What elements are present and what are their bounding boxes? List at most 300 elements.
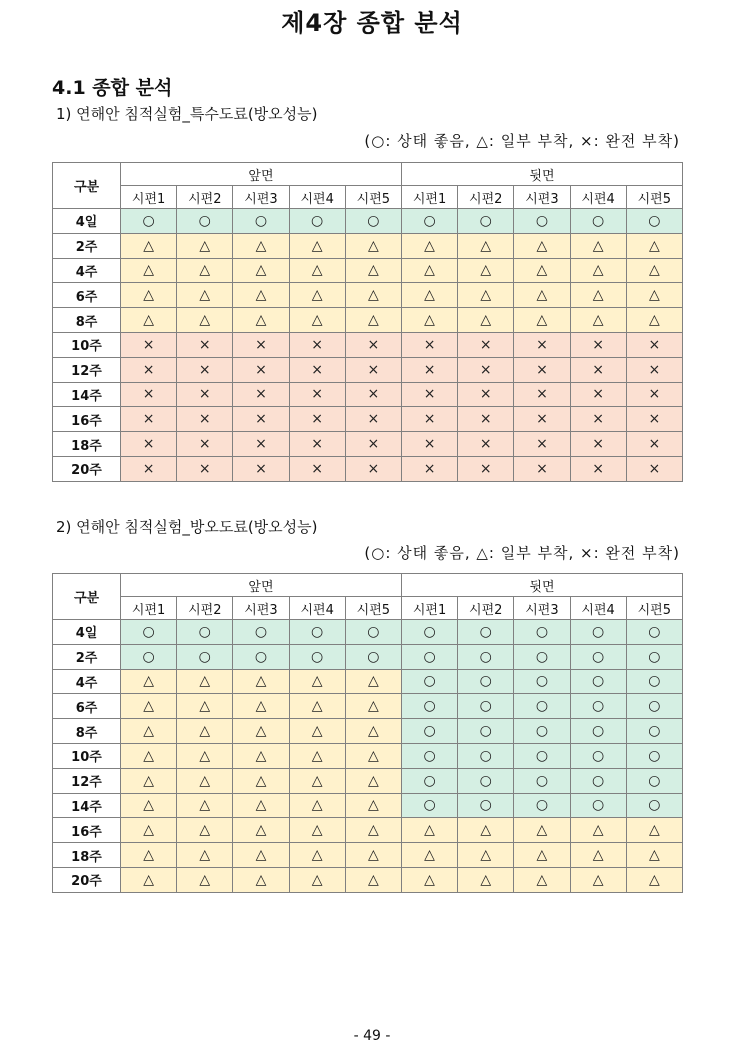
triangle-symbol: △ — [367, 262, 379, 279]
cross-symbol: × — [142, 361, 155, 378]
circle-symbol: ○ — [592, 797, 605, 814]
status-cell-partial — [458, 843, 514, 868]
cross-symbol: × — [479, 411, 492, 428]
status-cell-partial — [401, 818, 457, 843]
status-cell-partial — [177, 669, 233, 694]
status-cell-full — [570, 456, 626, 481]
status-cell-good — [345, 644, 401, 669]
cross-symbol: × — [255, 386, 267, 403]
status-cell-full — [458, 332, 514, 357]
circle-symbol: ○ — [423, 772, 436, 789]
status-cell-full — [121, 407, 177, 432]
cross-symbol: × — [479, 460, 492, 477]
circle-symbol: ○ — [535, 623, 549, 640]
circle-symbol: ○ — [142, 648, 155, 665]
status-cell-partial — [345, 719, 401, 744]
status-cell-partial — [401, 258, 457, 283]
specimen-header: 시편4 — [570, 186, 626, 209]
triangle-symbol: △ — [424, 822, 435, 839]
status-cell-full — [626, 357, 682, 382]
triangle-symbol: △ — [143, 847, 154, 864]
specimen-header: 시편2 — [177, 186, 233, 209]
status-cell-good — [345, 620, 401, 645]
status-cell-full — [458, 357, 514, 382]
status-cell-good — [458, 620, 514, 645]
status-cell-partial — [345, 694, 401, 719]
specimen-header: 시편3 — [514, 597, 570, 620]
status-cell-partial — [121, 233, 177, 258]
circle-symbol: ○ — [648, 772, 661, 789]
specimen-header: 시편2 — [177, 597, 233, 620]
status-cell-full — [570, 357, 626, 382]
status-cell-good — [401, 620, 457, 645]
cross-symbol: × — [142, 386, 155, 403]
cross-symbol: × — [255, 460, 267, 477]
triangle-symbol: △ — [367, 822, 379, 839]
status-cell-good — [570, 768, 626, 793]
circle-symbol: ○ — [142, 212, 155, 229]
triangle-symbol: △ — [255, 673, 267, 690]
status-cell-good — [514, 719, 570, 744]
status-cell-partial — [345, 768, 401, 793]
table-1-title: 1) 연해안 침적실험_특수도료(방오성능) — [56, 105, 318, 123]
status-cell-good — [233, 209, 289, 234]
status-cell-partial — [289, 258, 345, 283]
circle-symbol: ○ — [592, 723, 605, 740]
cross-symbol: × — [592, 336, 604, 353]
status-cell-partial — [626, 818, 682, 843]
circle-symbol: ○ — [479, 797, 492, 814]
triangle-symbol: △ — [367, 673, 379, 690]
specimen-header: 시편4 — [570, 597, 626, 620]
specimen-header: 시편5 — [626, 186, 682, 209]
triangle-symbol: △ — [367, 871, 379, 888]
cross-symbol: × — [311, 386, 324, 403]
table-row — [53, 233, 683, 258]
status-cell-good — [458, 669, 514, 694]
status-cell-partial — [177, 867, 233, 892]
cross-symbol: × — [423, 336, 436, 353]
status-cell-full — [177, 407, 233, 432]
status-cell-good — [177, 644, 233, 669]
triangle-symbol: △ — [255, 822, 267, 839]
table-row — [53, 644, 683, 669]
status-cell-full — [401, 432, 457, 457]
status-cell-partial — [177, 283, 233, 308]
table-row — [53, 258, 683, 283]
triangle-symbol: △ — [592, 287, 604, 304]
cross-symbol: × — [592, 436, 604, 453]
results-table-special-paint — [52, 162, 683, 482]
status-cell-good — [289, 620, 345, 645]
cross-symbol: × — [648, 460, 661, 477]
circle-symbol: ○ — [367, 648, 380, 665]
status-cell-full — [345, 432, 401, 457]
cross-symbol: × — [479, 386, 492, 403]
status-cell-partial — [626, 233, 682, 258]
status-cell-partial — [289, 233, 345, 258]
status-cell-partial — [289, 818, 345, 843]
status-cell-good — [121, 209, 177, 234]
status-cell-partial — [177, 308, 233, 333]
circle-symbol: ○ — [592, 648, 605, 665]
status-cell-partial — [401, 233, 457, 258]
circle-symbol: ○ — [367, 623, 380, 640]
specimen-header: 시편2 — [458, 597, 514, 620]
status-cell-full — [626, 332, 682, 357]
status-cell-full — [458, 432, 514, 457]
status-cell-partial — [514, 867, 570, 892]
status-cell-full — [514, 407, 570, 432]
status-cell-partial — [177, 793, 233, 818]
triangle-symbol: △ — [536, 847, 548, 864]
status-cell-full — [626, 382, 682, 407]
status-cell-partial — [121, 669, 177, 694]
cross-symbol: × — [255, 411, 267, 428]
triangle-symbol: △ — [255, 772, 267, 789]
status-cell-partial — [401, 843, 457, 868]
cross-symbol: × — [198, 336, 211, 353]
status-cell-full — [121, 456, 177, 481]
status-cell-good — [626, 694, 682, 719]
status-cell-partial — [233, 694, 289, 719]
triangle-symbol: △ — [592, 237, 604, 254]
cross-symbol: × — [198, 386, 211, 403]
status-cell-full — [345, 357, 401, 382]
status-cell-partial — [233, 768, 289, 793]
triangle-symbol: △ — [424, 871, 435, 888]
status-cell-good — [626, 768, 682, 793]
triangle-symbol: △ — [367, 747, 379, 764]
status-cell-good — [514, 620, 570, 645]
triangle-symbol: △ — [199, 312, 211, 329]
triangle-symbol: △ — [143, 822, 154, 839]
status-cell-full — [345, 407, 401, 432]
status-cell-full — [121, 332, 177, 357]
circle-symbol: ○ — [479, 723, 492, 740]
triangle-symbol: △ — [536, 871, 548, 888]
status-cell-partial — [345, 233, 401, 258]
status-cell-partial — [233, 719, 289, 744]
status-cell-partial — [401, 308, 457, 333]
status-cell-good — [514, 743, 570, 768]
status-cell-full — [345, 382, 401, 407]
circle-symbol: ○ — [592, 698, 605, 715]
cross-symbol: × — [536, 460, 548, 477]
status-cell-good — [514, 644, 570, 669]
cross-symbol: × — [367, 460, 380, 477]
triangle-symbol: △ — [143, 747, 154, 764]
table-row — [53, 669, 683, 694]
circle-symbol: ○ — [592, 747, 605, 764]
cross-symbol: × — [367, 386, 380, 403]
header-row-groups — [53, 574, 683, 597]
triangle-symbol: △ — [536, 312, 548, 329]
circle-symbol: ○ — [254, 623, 268, 640]
cross-symbol: × — [142, 460, 155, 477]
status-cell-full — [401, 456, 457, 481]
cross-symbol: × — [367, 361, 380, 378]
status-cell-good — [570, 620, 626, 645]
status-cell-partial — [345, 258, 401, 283]
cross-symbol: × — [255, 361, 267, 378]
status-cell-partial — [570, 283, 626, 308]
status-cell-partial — [177, 719, 233, 744]
status-cell-full — [233, 357, 289, 382]
status-cell-full — [514, 357, 570, 382]
status-cell-partial — [345, 283, 401, 308]
cross-symbol: × — [648, 411, 661, 428]
circle-symbol: ○ — [535, 747, 549, 764]
status-cell-partial — [458, 283, 514, 308]
status-cell-partial — [345, 669, 401, 694]
circle-symbol: ○ — [648, 623, 661, 640]
status-cell-good — [458, 694, 514, 719]
cross-symbol: × — [536, 436, 548, 453]
status-cell-full — [401, 382, 457, 407]
cross-symbol: × — [423, 436, 436, 453]
status-cell-partial — [570, 258, 626, 283]
triangle-symbol: △ — [199, 262, 211, 279]
circle-symbol: ○ — [535, 772, 549, 789]
triangle-symbol: △ — [199, 772, 211, 789]
table-2-legend: (○: 상태 좋음, △: 일부 부착, ×: 완전 부착) — [364, 544, 680, 562]
status-cell-partial — [514, 843, 570, 868]
status-cell-partial — [121, 793, 177, 818]
table-row — [53, 283, 683, 308]
status-cell-full — [570, 407, 626, 432]
status-cell-partial — [345, 843, 401, 868]
status-cell-full — [121, 432, 177, 457]
triangle-symbol: △ — [648, 822, 660, 839]
row-label: 14주 — [53, 793, 121, 818]
circle-symbol: ○ — [535, 698, 549, 715]
triangle-symbol: △ — [255, 698, 267, 715]
corner-header: 구분 — [53, 574, 121, 620]
status-cell-full — [401, 357, 457, 382]
circle-symbol: ○ — [479, 747, 492, 764]
status-cell-partial — [570, 867, 626, 892]
cross-symbol: × — [142, 336, 155, 353]
triangle-symbol: △ — [480, 871, 492, 888]
specimen-header: 시편1 — [121, 186, 177, 209]
status-cell-full — [289, 456, 345, 481]
circle-symbol: ○ — [648, 797, 661, 814]
status-cell-good — [626, 743, 682, 768]
triangle-symbol: △ — [424, 262, 435, 279]
status-cell-full — [626, 456, 682, 481]
status-cell-good — [345, 209, 401, 234]
table-row — [53, 843, 683, 868]
circle-symbol: ○ — [648, 212, 661, 229]
status-cell-full — [177, 332, 233, 357]
circle-symbol: ○ — [311, 212, 324, 229]
row-label: 2주 — [53, 644, 121, 669]
row-label: 6주 — [53, 283, 121, 308]
status-cell-full — [289, 432, 345, 457]
status-cell-good — [401, 793, 457, 818]
status-cell-partial — [570, 843, 626, 868]
results-table-antifouling-paint — [52, 573, 683, 893]
triangle-symbol: △ — [480, 262, 492, 279]
header-row-groups — [53, 163, 683, 186]
status-cell-partial — [233, 258, 289, 283]
triangle-symbol: △ — [367, 723, 379, 740]
status-cell-partial — [121, 743, 177, 768]
triangle-symbol: △ — [480, 312, 492, 329]
circle-symbol: ○ — [479, 648, 492, 665]
status-cell-good — [570, 694, 626, 719]
status-cell-good — [233, 620, 289, 645]
triangle-symbol: △ — [311, 797, 323, 814]
status-cell-full — [177, 456, 233, 481]
circle-symbol: ○ — [142, 623, 155, 640]
cross-symbol: × — [648, 386, 661, 403]
status-cell-good — [514, 694, 570, 719]
row-label: 18주 — [53, 432, 121, 457]
triangle-symbol: △ — [255, 723, 267, 740]
table-row — [53, 308, 683, 333]
triangle-symbol: △ — [648, 871, 660, 888]
status-cell-partial — [177, 233, 233, 258]
triangle-symbol: △ — [367, 312, 379, 329]
row-label: 4주 — [53, 258, 121, 283]
circle-symbol: ○ — [648, 648, 661, 665]
cross-symbol: × — [142, 411, 155, 428]
table-row — [53, 407, 683, 432]
cross-symbol: × — [648, 436, 661, 453]
status-cell-partial — [289, 867, 345, 892]
table-row — [53, 382, 683, 407]
triangle-symbol: △ — [311, 673, 323, 690]
circle-symbol: ○ — [535, 648, 549, 665]
status-cell-full — [401, 332, 457, 357]
status-cell-full — [289, 407, 345, 432]
circle-symbol: ○ — [479, 212, 492, 229]
status-cell-full — [570, 432, 626, 457]
cross-symbol: × — [311, 336, 324, 353]
specimen-header: 시편5 — [345, 186, 401, 209]
circle-symbol: ○ — [423, 797, 436, 814]
cross-symbol: × — [311, 361, 324, 378]
status-cell-partial — [626, 308, 682, 333]
status-cell-full — [570, 382, 626, 407]
triangle-symbol: △ — [592, 822, 604, 839]
status-cell-good — [458, 719, 514, 744]
cross-symbol: × — [536, 336, 548, 353]
header-row-specimens — [53, 597, 683, 620]
triangle-symbol: △ — [424, 237, 435, 254]
triangle-symbol: △ — [367, 772, 379, 789]
circle-symbol: ○ — [535, 723, 549, 740]
chapter-title: 제4장 종합 분석 — [281, 9, 463, 37]
row-label: 16주 — [53, 407, 121, 432]
circle-symbol: ○ — [423, 698, 436, 715]
status-cell-partial — [177, 258, 233, 283]
triangle-symbol: △ — [199, 747, 211, 764]
row-label: 20주 — [53, 456, 121, 481]
circle-symbol: ○ — [254, 648, 268, 665]
status-cell-full — [458, 382, 514, 407]
triangle-symbol: △ — [367, 698, 379, 715]
corner-header: 구분 — [53, 163, 121, 209]
row-label: 16주 — [53, 818, 121, 843]
status-cell-good — [458, 644, 514, 669]
status-cell-good — [177, 209, 233, 234]
triangle-symbol: △ — [592, 847, 604, 864]
row-label: 12주 — [53, 768, 121, 793]
row-label: 4일 — [53, 620, 121, 645]
status-cell-partial — [177, 768, 233, 793]
status-cell-good — [289, 209, 345, 234]
circle-symbol: ○ — [423, 648, 436, 665]
triangle-symbol: △ — [311, 287, 323, 304]
circle-symbol: ○ — [535, 797, 549, 814]
status-cell-partial — [514, 233, 570, 258]
status-cell-partial — [289, 283, 345, 308]
status-cell-partial — [626, 258, 682, 283]
table-row — [53, 694, 683, 719]
status-cell-partial — [458, 818, 514, 843]
cross-symbol: × — [198, 436, 211, 453]
table-2-title: 2) 연해안 침적실험_방오도료(방오성능) — [56, 518, 318, 536]
triangle-symbol: △ — [648, 262, 660, 279]
triangle-symbol: △ — [199, 797, 211, 814]
row-label: 6주 — [53, 694, 121, 719]
table-row — [53, 793, 683, 818]
status-cell-good — [401, 719, 457, 744]
status-cell-partial — [458, 867, 514, 892]
table-row — [53, 432, 683, 457]
triangle-symbol: △ — [199, 287, 211, 304]
status-cell-full — [121, 357, 177, 382]
circle-symbol: ○ — [648, 673, 661, 690]
status-cell-partial — [289, 694, 345, 719]
status-cell-good — [121, 620, 177, 645]
status-cell-partial — [233, 843, 289, 868]
triangle-symbol: △ — [311, 772, 323, 789]
status-cell-good — [458, 743, 514, 768]
triangle-symbol: △ — [143, 262, 154, 279]
cross-symbol: × — [479, 436, 492, 453]
triangle-symbol: △ — [536, 237, 548, 254]
status-cell-partial — [121, 308, 177, 333]
status-cell-partial — [514, 258, 570, 283]
triangle-symbol: △ — [199, 237, 211, 254]
triangle-symbol: △ — [143, 287, 154, 304]
status-cell-good — [514, 768, 570, 793]
triangle-symbol: △ — [480, 847, 492, 864]
triangle-symbol: △ — [199, 698, 211, 715]
triangle-symbol: △ — [480, 237, 492, 254]
status-cell-partial — [289, 843, 345, 868]
circle-symbol: ○ — [198, 648, 211, 665]
cross-symbol: × — [311, 411, 324, 428]
cross-symbol: × — [255, 436, 267, 453]
status-cell-partial — [401, 283, 457, 308]
triangle-symbol: △ — [311, 262, 323, 279]
status-cell-partial — [233, 669, 289, 694]
row-label: 12주 — [53, 357, 121, 382]
status-cell-good — [401, 768, 457, 793]
header-row-specimens — [53, 186, 683, 209]
triangle-symbol: △ — [311, 871, 323, 888]
status-cell-good — [514, 793, 570, 818]
cross-symbol: × — [198, 460, 211, 477]
cross-symbol: × — [423, 361, 436, 378]
cross-symbol: × — [367, 411, 380, 428]
status-cell-partial — [177, 818, 233, 843]
